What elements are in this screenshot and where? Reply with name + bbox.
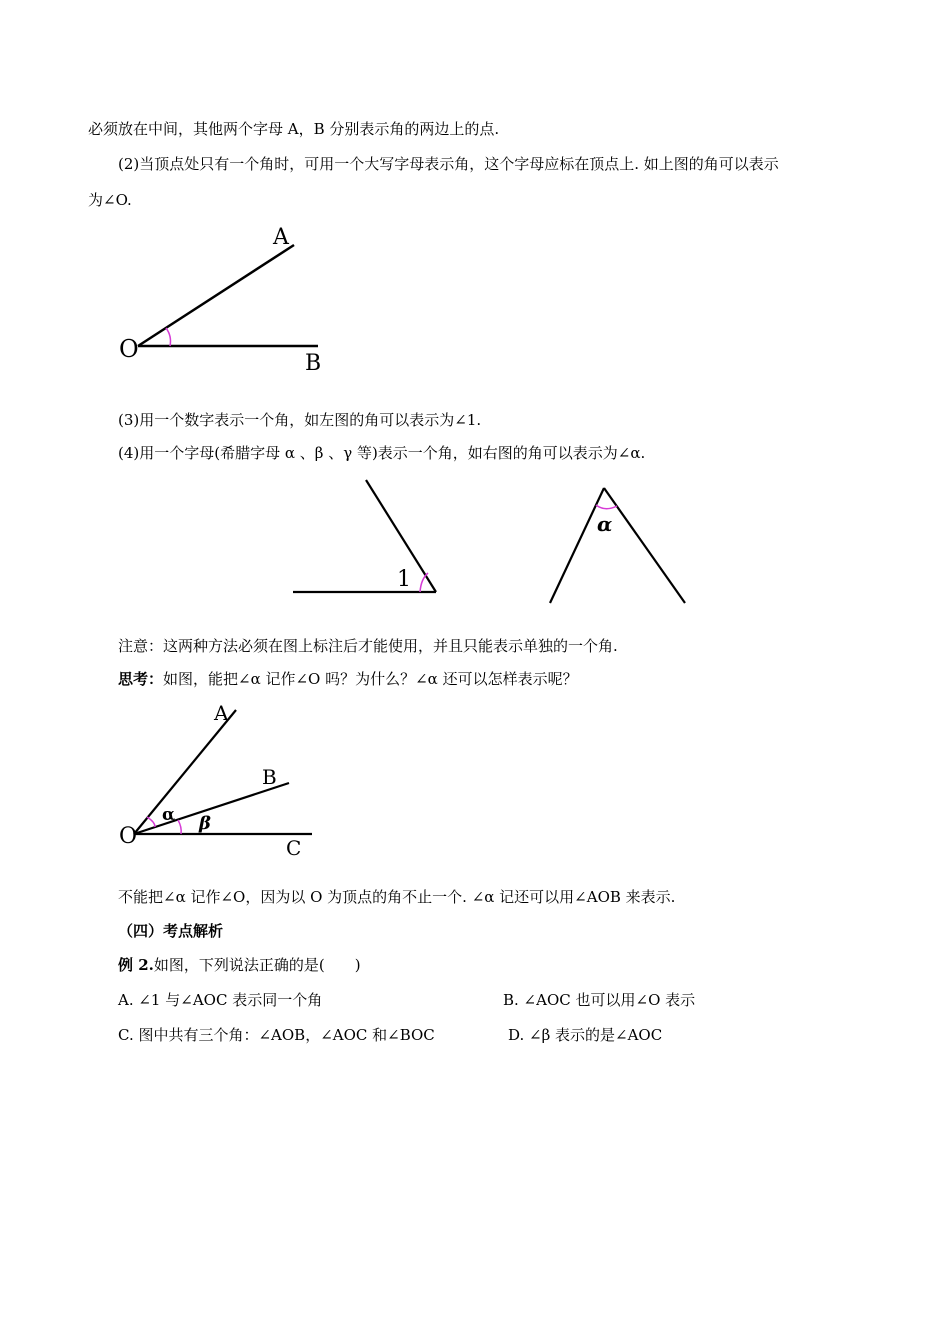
think-label: 思考： <box>118 670 164 688</box>
label-alpha: α <box>597 512 613 536</box>
example-label: 例 2. <box>118 956 154 974</box>
label-c: C <box>286 836 302 860</box>
think-text: 如图，能把∠α 记作∠O 吗？为什么？∠α 还可以怎样表示呢？ <box>163 670 578 688</box>
label-a: A <box>214 701 229 725</box>
text-line: 必须放在中间，其他两个字母 A，B 分别表示角的两边上的点. <box>88 120 500 138</box>
text-line: 为∠O. <box>88 191 132 209</box>
label-a: A <box>273 225 289 250</box>
label-1: 1 <box>397 567 411 592</box>
example-line <box>118 955 361 975</box>
answer-text: 不能把∠α 记作∠O，因为以 O 为顶点的角不止一个. ∠α 记还可以用∠AOB 来表示. <box>118 888 676 906</box>
example-text: 如图，下列说法正确的是( ) <box>153 956 361 974</box>
label-beta: β <box>199 813 211 834</box>
option-b: B. ∠AOC 也可以用∠O 表示 <box>503 991 696 1009</box>
label-b: B <box>262 765 277 789</box>
option-d: D. ∠β 表示的是∠AOC <box>508 1026 663 1044</box>
label-b: B <box>305 351 322 376</box>
option-a: A. ∠1 与∠AOC 表示同一个角 <box>118 991 323 1009</box>
text-line: (2)当顶点处只有一个角时，可用一个大写字母表示角，这个字母应标在顶点上. 如上图的角可以表示 <box>118 155 779 173</box>
text-line: (3)用一个数字表示一个角，如左图的角可以表示为∠1. <box>118 411 482 429</box>
label-o: O <box>119 824 138 849</box>
label-alpha: α <box>162 805 176 825</box>
note-text: 注意：这两种方法必须在图上标注后才能使用，并且只能表示单独的一个角. <box>118 637 618 655</box>
label-o: O <box>119 335 139 363</box>
text-line: (4)用一个字母(希腊字母 α 、β 、γ 等)表示一个角，如右图的角可以表示为∠α. <box>118 444 646 462</box>
option-c: C. 图中共有三个角：∠AOB，∠AOC 和∠BOC <box>118 1026 435 1044</box>
section-heading: （四）考点解析 <box>118 922 224 940</box>
